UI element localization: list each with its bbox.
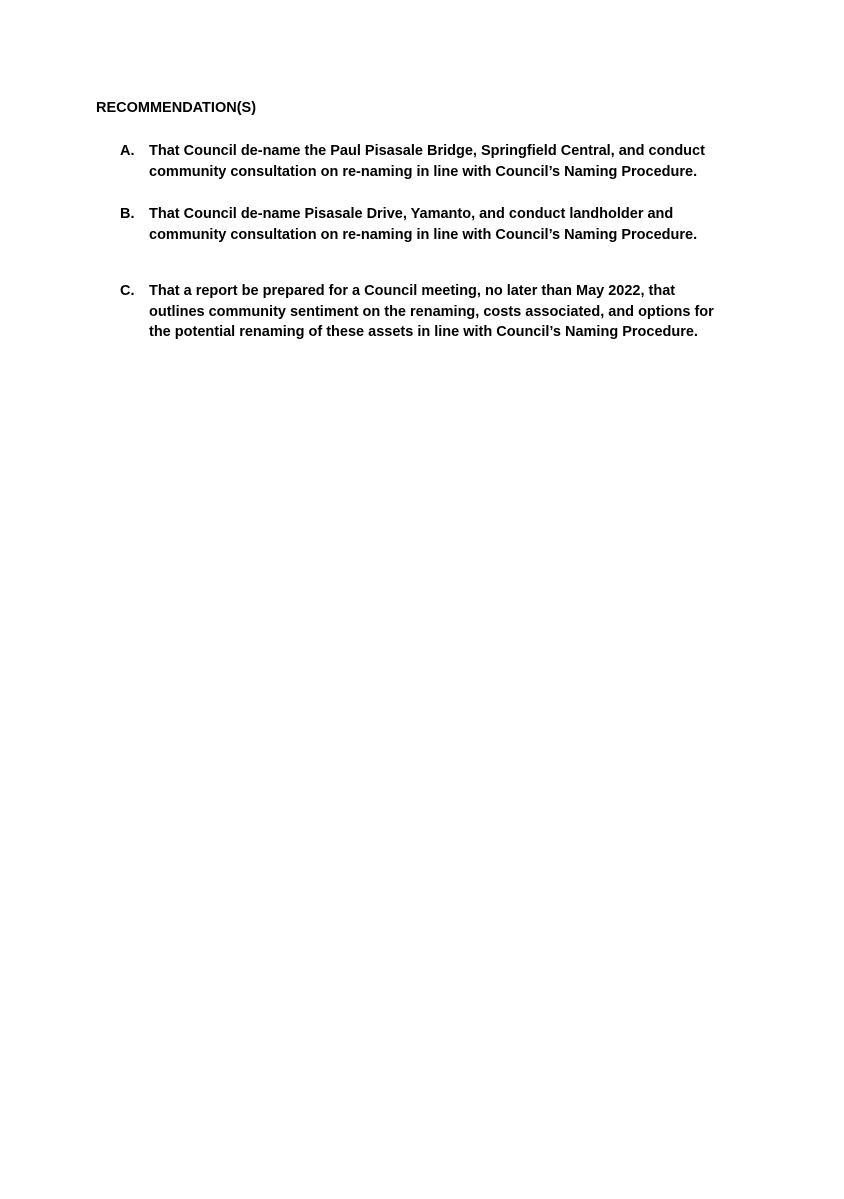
recommendation-line: That Council de-name Pisasale Drive, Yamanto, and conduct landholder and <box>149 206 674 222</box>
recommendation-letter: A. <box>120 143 135 159</box>
recommendation-letter: B. <box>120 206 135 222</box>
recommendation-line: community consultation on re-naming in line with Council’s Naming Procedure. <box>149 163 698 180</box>
recommendation-line: That a report be prepared for a Council meeting, no later than May 2022, that <box>149 283 676 299</box>
recommendation-line: community consultation on re-naming in line with Council’s Naming Procedure. <box>149 226 698 243</box>
recommendation-line: That Council de-name the Paul Pisasale Bridge, Springfield Central, and conduct <box>149 143 705 159</box>
section-heading: RECOMMENDATION(S) <box>96 100 257 116</box>
recommendation-letter: C. <box>120 283 135 299</box>
recommendation-item-c <box>120 281 760 343</box>
recommendation-item-b <box>120 204 760 245</box>
recommendation-line: outlines community sentiment on the renaming, costs associated, and options for <box>149 303 714 320</box>
recommendation-item-a <box>120 141 760 182</box>
recommendation-line: the potential renaming of these assets in line with Council’s Naming Procedure. <box>149 324 698 340</box>
